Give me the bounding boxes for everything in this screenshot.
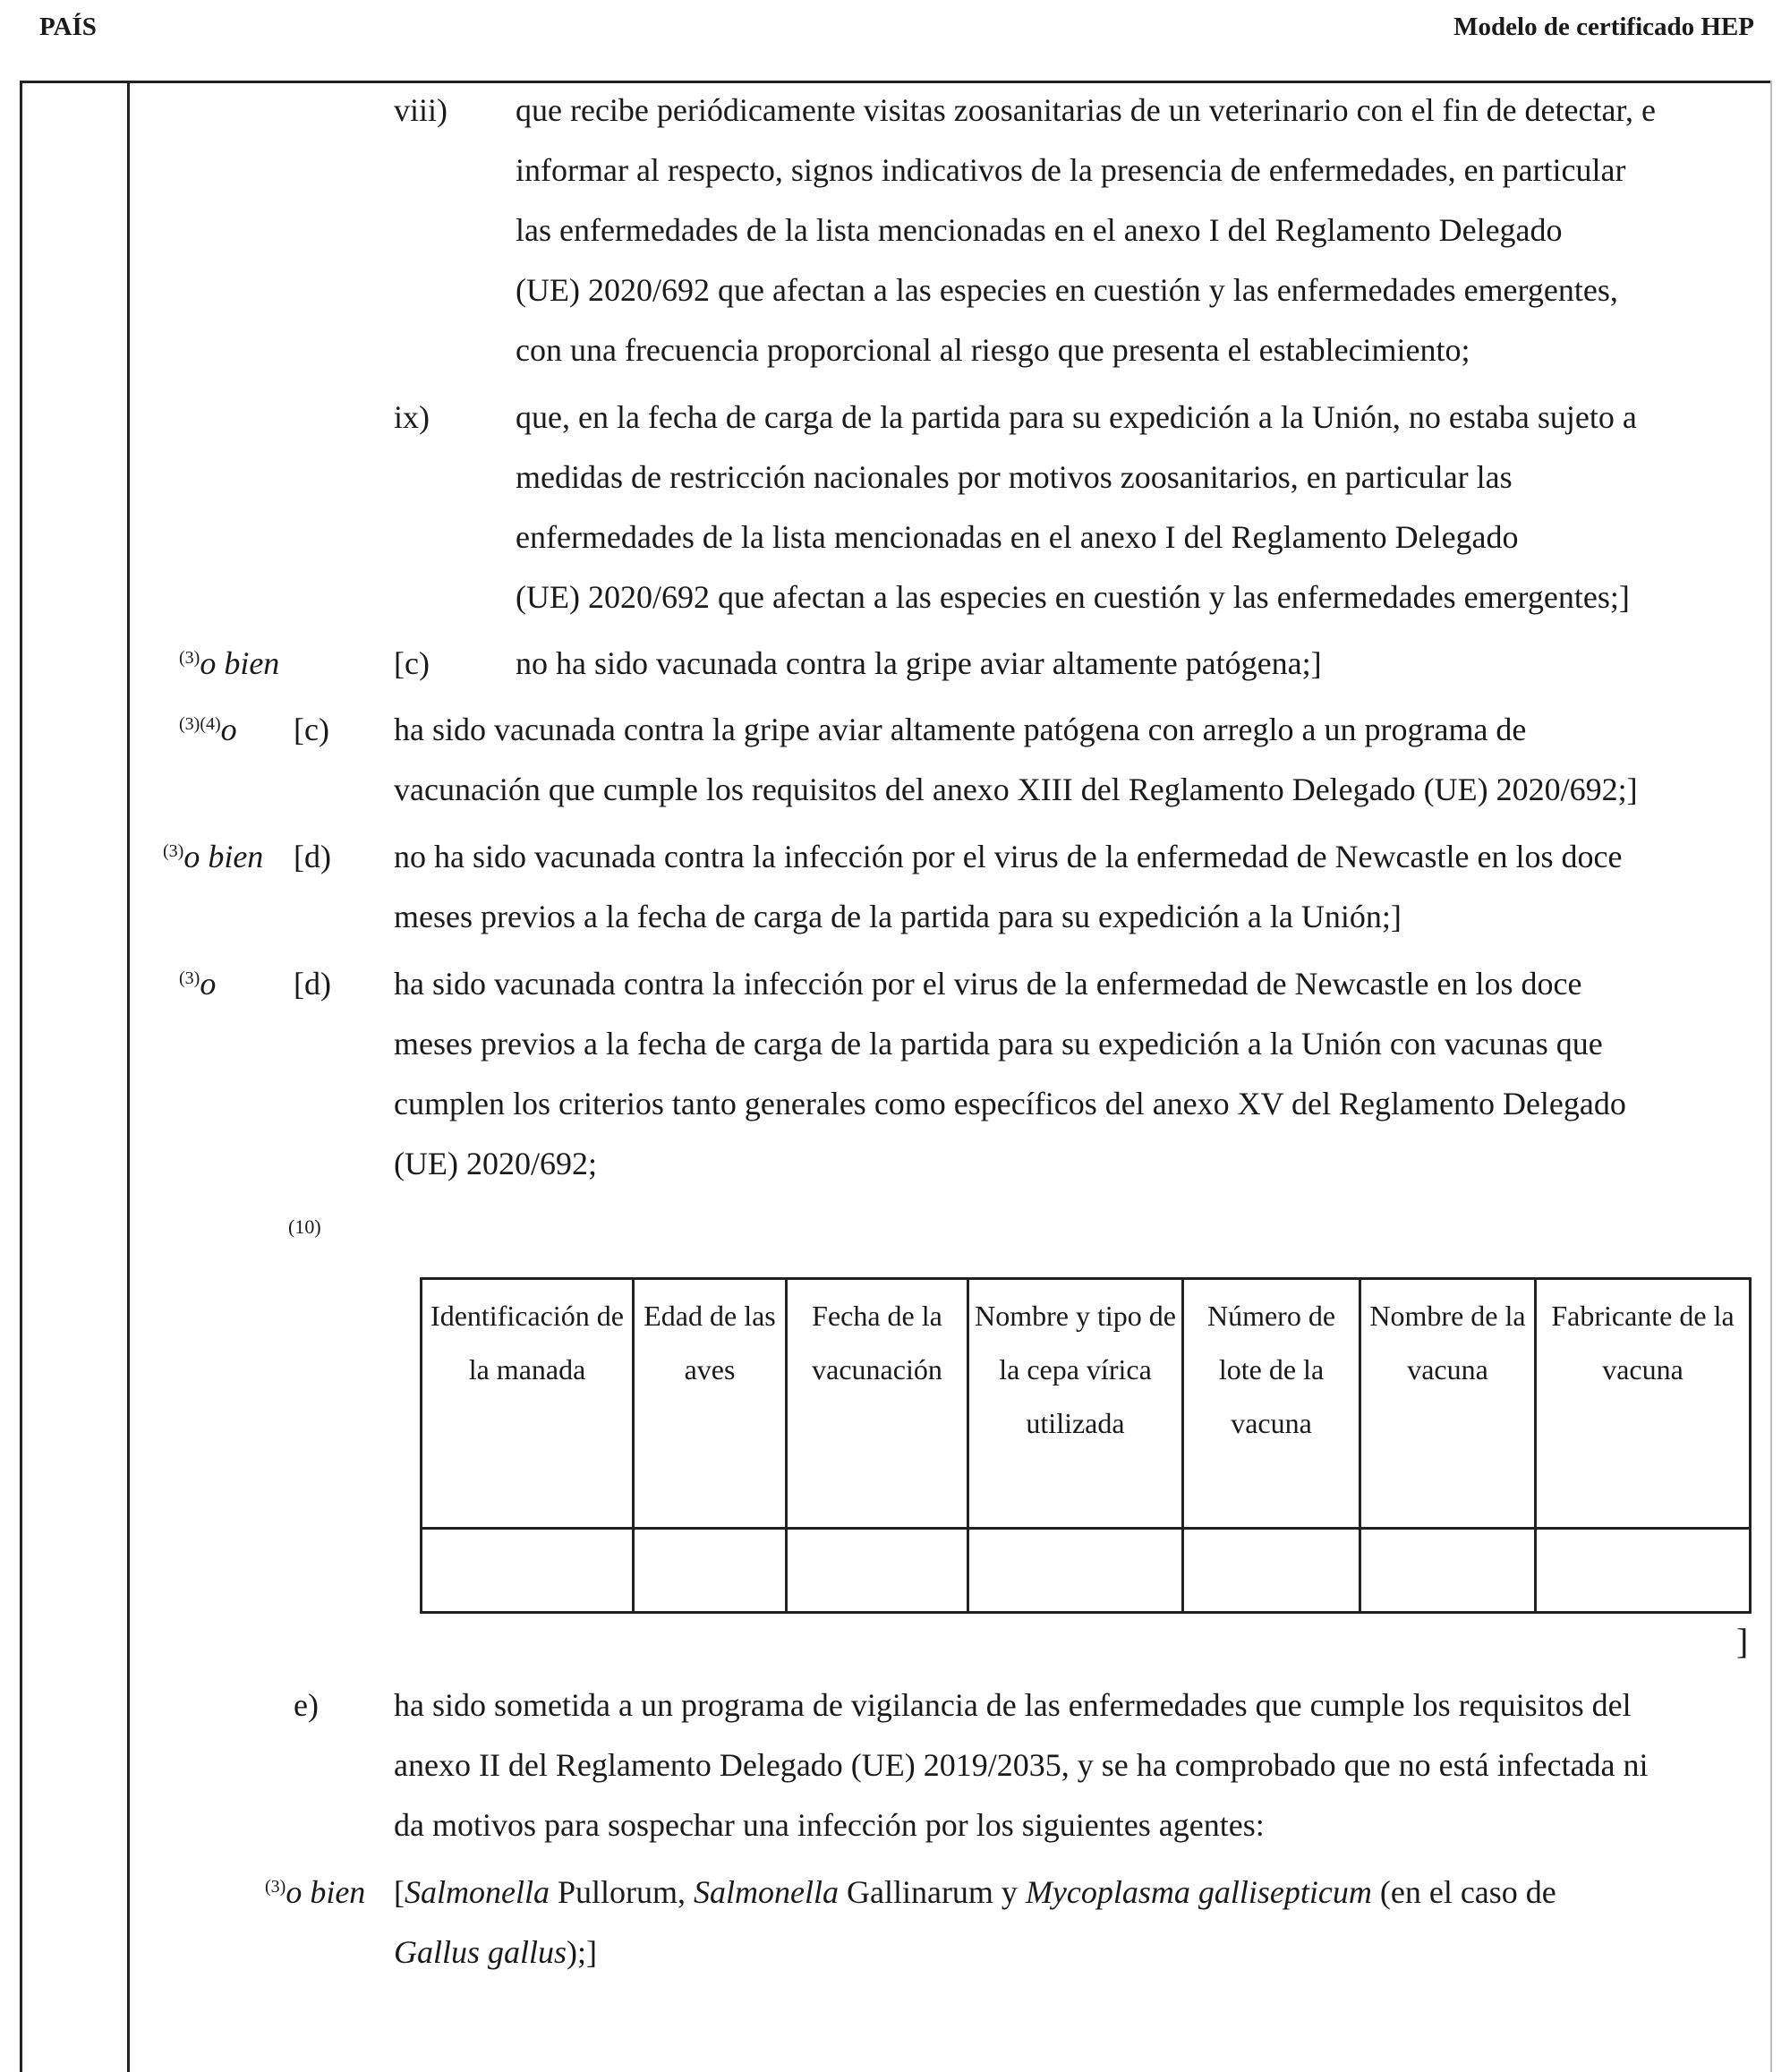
table-header-cell: Nombre y tipo de la cepa vírica utilizada bbox=[968, 1279, 1183, 1529]
item-e-option-line: [Salmonella Pullorum, Salmonella Gallinarum y Mycoplasma gallisepticum (en el caso de bbox=[394, 1874, 1556, 1910]
table-cell[interactable] bbox=[1183, 1528, 1360, 1612]
item-e-line: da motivos para sospechar una infección por los siguientes agentes: bbox=[394, 1807, 1265, 1843]
item-viii-line: (UE) 2020/692 que afectan a las especies en cuestión y las enfermedades emergentes, bbox=[516, 272, 1618, 308]
table-cell[interactable] bbox=[634, 1528, 787, 1612]
table-close-bracket: ] bbox=[1736, 1621, 1749, 1661]
item-ix-label: ix) bbox=[394, 399, 430, 435]
item-d2-line: cumplen los criterios tanto generales como específicos del anexo XV del Reglamento Delegado bbox=[394, 1086, 1626, 1121]
item-c1-line: no ha sido vacunada contra la gripe aviar altamente patógena;] bbox=[516, 645, 1322, 681]
item-viii-line: las enfermedades de la lista mencionadas en el anexo I del Reglamento Delegado bbox=[516, 212, 1563, 248]
header-certificate-model: Modelo de certificado HEP bbox=[1453, 13, 1754, 41]
footnote-10-marker: (10) bbox=[288, 1215, 321, 1238]
table-header-cell: Nombre de la vacuna bbox=[1360, 1279, 1536, 1529]
frame-right-border bbox=[1770, 81, 1772, 2072]
frame-left-border bbox=[20, 81, 22, 2072]
table-cell[interactable] bbox=[787, 1528, 968, 1612]
item-ix-line: medidas de restricción nacionales por motivos zoosanitarios, en particular las bbox=[516, 459, 1513, 495]
table-header-row bbox=[422, 1279, 1751, 1529]
item-viii-line: informar al respecto, signos indicativos de la presencia de enfermedades, en particular bbox=[516, 152, 1626, 188]
item-c2-line: ha sido vacunada contra la gripe aviar altamente patógena con arreglo a un programa de bbox=[394, 712, 1527, 747]
item-e-option-line: Gallus gallus);] bbox=[394, 1934, 598, 1970]
item-e-label: e) bbox=[294, 1687, 319, 1723]
item-viii-label: viii) bbox=[394, 92, 448, 128]
table-row bbox=[422, 1528, 1751, 1612]
table-cell[interactable] bbox=[1536, 1528, 1751, 1612]
header-country: PAÍS bbox=[39, 13, 97, 41]
table-cell[interactable] bbox=[1360, 1528, 1536, 1612]
table-header-cell: Número de lote de la vacuna bbox=[1183, 1279, 1360, 1529]
table-cell[interactable] bbox=[968, 1528, 1183, 1612]
item-viii-line: con una frecuencia proporcional al riesgo que presenta el establecimiento; bbox=[516, 332, 1470, 368]
frame-inner-border bbox=[127, 81, 130, 2072]
option-marker-c1: $^{(3)}$o bien bbox=[179, 645, 280, 681]
item-d1-line: no ha sido vacunada contra la infección por el virus de la enfermedad de Newcastle en los doce bbox=[394, 839, 1623, 874]
item-d2-label: [d) bbox=[294, 966, 331, 1002]
table-header-cell: Identificación de la manada bbox=[422, 1279, 634, 1529]
item-d1-label: [d) bbox=[294, 839, 331, 874]
item-ix-line: (UE) 2020/692 que afectan a las especies en cuestión y las enfermedades emergentes;] bbox=[516, 579, 1630, 615]
item-ix-line: enfermedades de la lista mencionadas en el anexo I del Reglamento Delegado bbox=[516, 519, 1519, 555]
table-cell[interactable] bbox=[422, 1528, 634, 1612]
option-marker-d2: $^{(3)}$o bbox=[179, 966, 217, 1002]
item-d2-line: meses previos a la fecha de carga de la partida para su expedición a la Unión con vacunas que bbox=[394, 1026, 1603, 1062]
item-c2-line: vacunación que cumple los requisitos del anexo XIII del Reglamento Delegado (UE) 2020/692;] bbox=[394, 772, 1638, 807]
table-header-cell: Fecha de la vacunación bbox=[787, 1279, 968, 1529]
option-marker-e: $^{(3)}$o bien bbox=[265, 1874, 366, 1910]
option-marker-d1: $^{(3)}$o bien bbox=[163, 839, 264, 874]
vaccination-table bbox=[420, 1277, 1752, 1614]
table-header-cell: Fabricante de la vacuna bbox=[1536, 1279, 1751, 1529]
item-d1-line: meses previos a la fecha de carga de la partida para su expedición a la Unión;] bbox=[394, 899, 1402, 934]
item-e-line: ha sido sometida a un programa de vigilancia de las enfermedades que cumple los requisitos del bbox=[394, 1687, 1632, 1723]
option-marker-c2: $^{(3)(4)}$o bbox=[179, 712, 237, 747]
item-c1-label: [c) bbox=[394, 645, 430, 681]
item-ix-line: que, en la fecha de carga de la partida para su expedición a la Unión, no estaba sujeto a bbox=[516, 399, 1637, 435]
item-e-line: anexo II del Reglamento Delegado (UE) 2019/2035, y se ha comprobado que no está infectada ni bbox=[394, 1747, 1649, 1783]
item-d2-line: (UE) 2020/692; bbox=[394, 1146, 597, 1181]
item-d2-line: ha sido vacunada contra la infección por el virus de la enfermedad de Newcastle en los doce bbox=[394, 966, 1582, 1002]
item-c2-label: [c) bbox=[294, 712, 329, 747]
item-viii-line: que recibe periódicamente visitas zoosanitarias de un veterinario con el fin de detectar, e bbox=[516, 92, 1656, 128]
table-header-cell: Edad de las aves bbox=[634, 1279, 787, 1529]
